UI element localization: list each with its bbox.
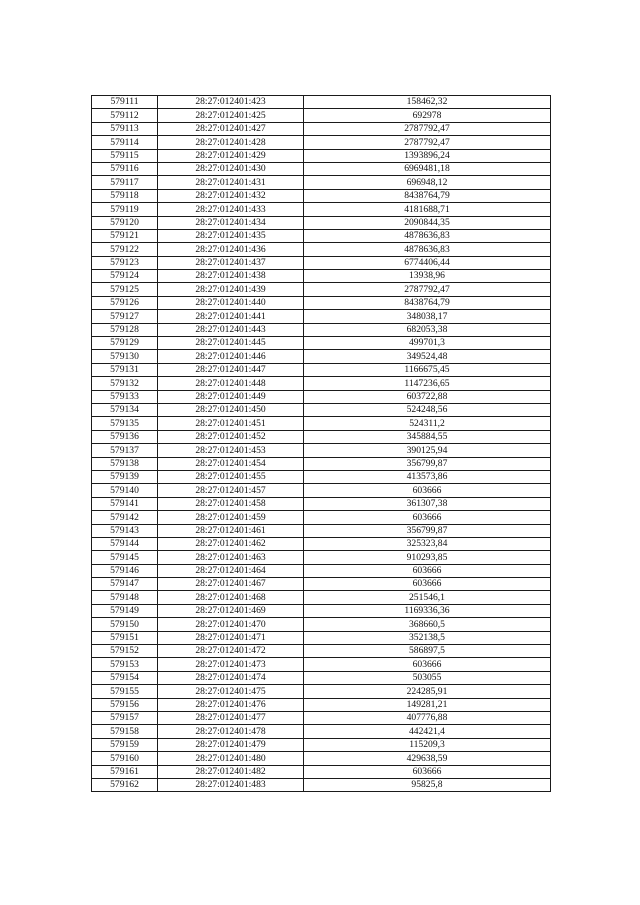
- cadastral-number-cell: 28:27:012401:451: [158, 417, 304, 430]
- cadastral-value-cell: 95825,8: [304, 778, 551, 791]
- row-number-cell: 579152: [92, 645, 158, 658]
- row-number-cell: 579120: [92, 216, 158, 229]
- cadastral-value-cell: 325323,84: [304, 537, 551, 550]
- cadastral-number-cell: 28:27:012401:433: [158, 203, 304, 216]
- row-number-cell: 579136: [92, 430, 158, 443]
- row-number-cell: 579158: [92, 725, 158, 738]
- row-number-cell: 579123: [92, 256, 158, 269]
- row-number-cell: 579129: [92, 337, 158, 350]
- table-row: [92, 176, 551, 189]
- table-row: [92, 390, 551, 403]
- cadastral-number-cell: 28:27:012401:471: [158, 631, 304, 644]
- cadastral-number-cell: 28:27:012401:453: [158, 444, 304, 457]
- cadastral-number-cell: 28:27:012401:478: [158, 725, 304, 738]
- table-row: [92, 430, 551, 443]
- cadastral-value-cell: 349524,48: [304, 350, 551, 363]
- cadastral-value-cell: 407776,88: [304, 711, 551, 724]
- table-row: [92, 216, 551, 229]
- row-number-cell: 579124: [92, 270, 158, 283]
- table-body: [92, 96, 551, 792]
- cadastral-number-cell: 28:27:012401:455: [158, 470, 304, 483]
- cadastral-number-cell: 28:27:012401:483: [158, 778, 304, 791]
- cadastral-value-table: [91, 95, 551, 792]
- cadastral-value-cell: 692978: [304, 109, 551, 122]
- cadastral-number-cell: 28:27:012401:474: [158, 671, 304, 684]
- table-row: [92, 122, 551, 135]
- cadastral-number-cell: 28:27:012401:446: [158, 350, 304, 363]
- cadastral-value-cell: 603666: [304, 658, 551, 671]
- table-row: [92, 765, 551, 778]
- cadastral-number-cell: 28:27:012401:477: [158, 711, 304, 724]
- cadastral-number-cell: 28:27:012401:432: [158, 189, 304, 202]
- row-number-cell: 579149: [92, 604, 158, 617]
- cadastral-number-cell: 28:27:012401:448: [158, 377, 304, 390]
- cadastral-number-cell: 28:27:012401:449: [158, 390, 304, 403]
- cadastral-value-cell: 603666: [304, 511, 551, 524]
- cadastral-value-cell: 696948,12: [304, 176, 551, 189]
- cadastral-value-cell: 503055: [304, 671, 551, 684]
- cadastral-number-cell: 28:27:012401:452: [158, 430, 304, 443]
- cadastral-value-cell: 4181688,71: [304, 203, 551, 216]
- row-number-cell: 579144: [92, 537, 158, 550]
- cadastral-value-cell: 1393896,24: [304, 149, 551, 162]
- cadastral-number-cell: 28:27:012401:475: [158, 685, 304, 698]
- row-number-cell: 579145: [92, 551, 158, 564]
- table-row: [92, 310, 551, 323]
- cadastral-value-cell: 6774406,44: [304, 256, 551, 269]
- cadastral-value-cell: 2787792,47: [304, 136, 551, 149]
- cadastral-value-cell: 429638,59: [304, 752, 551, 765]
- cadastral-value-cell: 356799,87: [304, 457, 551, 470]
- cadastral-number-cell: 28:27:012401:468: [158, 591, 304, 604]
- row-number-cell: 579118: [92, 189, 158, 202]
- table-row: [92, 591, 551, 604]
- cadastral-value-cell: 2787792,47: [304, 122, 551, 135]
- cadastral-value-cell: 499701,3: [304, 337, 551, 350]
- table-row: [92, 497, 551, 510]
- row-number-cell: 579114: [92, 136, 158, 149]
- cadastral-number-cell: 28:27:012401:440: [158, 296, 304, 309]
- cadastral-value-cell: 603722,88: [304, 390, 551, 403]
- table-row: [92, 417, 551, 430]
- cadastral-value-cell: 586897,5: [304, 645, 551, 658]
- row-number-cell: 579135: [92, 417, 158, 430]
- cadastral-number-cell: 28:27:012401:459: [158, 511, 304, 524]
- table-row: [92, 725, 551, 738]
- cadastral-number-cell: 28:27:012401:439: [158, 283, 304, 296]
- table-row: [92, 578, 551, 591]
- row-number-cell: 579143: [92, 524, 158, 537]
- table-row: [92, 337, 551, 350]
- table-row: [92, 189, 551, 202]
- cadastral-value-cell: 603666: [304, 484, 551, 497]
- table-row: [92, 470, 551, 483]
- row-number-cell: 579126: [92, 296, 158, 309]
- cadastral-number-cell: 28:27:012401:437: [158, 256, 304, 269]
- row-number-cell: 579121: [92, 229, 158, 242]
- cadastral-value-cell: 224285,91: [304, 685, 551, 698]
- cadastral-number-cell: 28:27:012401:425: [158, 109, 304, 122]
- row-number-cell: 579150: [92, 618, 158, 631]
- cadastral-number-cell: 28:27:012401:429: [158, 149, 304, 162]
- row-number-cell: 579133: [92, 390, 158, 403]
- cadastral-number-cell: 28:27:012401:482: [158, 765, 304, 778]
- row-number-cell: 579128: [92, 323, 158, 336]
- table-row: [92, 377, 551, 390]
- cadastral-value-cell: 1166675,45: [304, 363, 551, 376]
- cadastral-value-cell: 1147236,65: [304, 377, 551, 390]
- cadastral-number-cell: 28:27:012401:476: [158, 698, 304, 711]
- cadastral-value-cell: 603666: [304, 765, 551, 778]
- row-number-cell: 579131: [92, 363, 158, 376]
- cadastral-number-cell: 28:27:012401:450: [158, 403, 304, 416]
- cadastral-number-cell: 28:27:012401:473: [158, 658, 304, 671]
- table-row: [92, 203, 551, 216]
- table-row: [92, 524, 551, 537]
- table-row: [92, 738, 551, 751]
- cadastral-number-cell: 28:27:012401:463: [158, 551, 304, 564]
- cadastral-number-cell: 28:27:012401:464: [158, 564, 304, 577]
- cadastral-value-cell: 2090844,35: [304, 216, 551, 229]
- cadastral-value-cell: 6969481,18: [304, 162, 551, 175]
- table-row: [92, 752, 551, 765]
- row-number-cell: 579113: [92, 122, 158, 135]
- cadastral-number-cell: 28:27:012401:434: [158, 216, 304, 229]
- table-row: [92, 698, 551, 711]
- cadastral-number-cell: 28:27:012401:461: [158, 524, 304, 537]
- table-row: [92, 256, 551, 269]
- table-row: [92, 323, 551, 336]
- cadastral-value-cell: 1169336,36: [304, 604, 551, 617]
- cadastral-number-cell: 28:27:012401:443: [158, 323, 304, 336]
- row-number-cell: 579111: [92, 96, 158, 109]
- row-number-cell: 579157: [92, 711, 158, 724]
- table-row: [92, 658, 551, 671]
- cadastral-number-cell: 28:27:012401:423: [158, 96, 304, 109]
- table-row: [92, 136, 551, 149]
- table-row: [92, 283, 551, 296]
- cadastral-number-cell: 28:27:012401:472: [158, 645, 304, 658]
- table-row: [92, 444, 551, 457]
- cadastral-value-cell: 524248,56: [304, 403, 551, 416]
- cadastral-value-cell: 345884,55: [304, 430, 551, 443]
- table-row: [92, 484, 551, 497]
- cadastral-value-cell: 390125,94: [304, 444, 551, 457]
- cadastral-number-cell: 28:27:012401:438: [158, 270, 304, 283]
- row-number-cell: 579160: [92, 752, 158, 765]
- row-number-cell: 579137: [92, 444, 158, 457]
- cadastral-value-cell: 348038,17: [304, 310, 551, 323]
- row-number-cell: 579156: [92, 698, 158, 711]
- row-number-cell: 579161: [92, 765, 158, 778]
- row-number-cell: 579139: [92, 470, 158, 483]
- cadastral-value-cell: 356799,87: [304, 524, 551, 537]
- cadastral-value-cell: 115209,3: [304, 738, 551, 751]
- row-number-cell: 579125: [92, 283, 158, 296]
- cadastral-value-cell: 361307,38: [304, 497, 551, 510]
- table-row: [92, 551, 551, 564]
- row-number-cell: 579146: [92, 564, 158, 577]
- row-number-cell: 579127: [92, 310, 158, 323]
- cadastral-number-cell: 28:27:012401:430: [158, 162, 304, 175]
- cadastral-number-cell: 28:27:012401:447: [158, 363, 304, 376]
- table-row: [92, 685, 551, 698]
- cadastral-value-cell: 368660,5: [304, 618, 551, 631]
- row-number-cell: 579117: [92, 176, 158, 189]
- cadastral-number-cell: 28:27:012401:441: [158, 310, 304, 323]
- table-row: [92, 511, 551, 524]
- cadastral-number-cell: 28:27:012401:462: [158, 537, 304, 550]
- cadastral-value-cell: 158462,32: [304, 96, 551, 109]
- table-row: [92, 243, 551, 256]
- row-number-cell: 579140: [92, 484, 158, 497]
- cadastral-number-cell: 28:27:012401:435: [158, 229, 304, 242]
- cadastral-value-cell: 8438764,79: [304, 189, 551, 202]
- table-row: [92, 671, 551, 684]
- row-number-cell: 579142: [92, 511, 158, 524]
- row-number-cell: 579119: [92, 203, 158, 216]
- table-row: [92, 229, 551, 242]
- row-number-cell: 579138: [92, 457, 158, 470]
- cadastral-value-cell: 149281,21: [304, 698, 551, 711]
- row-number-cell: 579147: [92, 578, 158, 591]
- cadastral-number-cell: 28:27:012401:428: [158, 136, 304, 149]
- cadastral-number-cell: 28:27:012401:480: [158, 752, 304, 765]
- table-row: [92, 457, 551, 470]
- table-row: [92, 162, 551, 175]
- row-number-cell: 579162: [92, 778, 158, 791]
- cadastral-value-cell: 8438764,79: [304, 296, 551, 309]
- cadastral-number-cell: 28:27:012401:427: [158, 122, 304, 135]
- cadastral-number-cell: 28:27:012401:467: [158, 578, 304, 591]
- cadastral-number-cell: 28:27:012401:436: [158, 243, 304, 256]
- cadastral-value-cell: 13938,96: [304, 270, 551, 283]
- table-row: [92, 296, 551, 309]
- cadastral-number-cell: 28:27:012401:479: [158, 738, 304, 751]
- cadastral-value-cell: 413573,86: [304, 470, 551, 483]
- table-row: [92, 149, 551, 162]
- table-row: [92, 363, 551, 376]
- table-row: [92, 564, 551, 577]
- table-row: [92, 350, 551, 363]
- cadastral-value-cell: 682053,38: [304, 323, 551, 336]
- row-number-cell: 579153: [92, 658, 158, 671]
- cadastral-number-cell: 28:27:012401:469: [158, 604, 304, 617]
- row-number-cell: 579132: [92, 377, 158, 390]
- row-number-cell: 579154: [92, 671, 158, 684]
- row-number-cell: 579115: [92, 149, 158, 162]
- row-number-cell: 579151: [92, 631, 158, 644]
- row-number-cell: 579116: [92, 162, 158, 175]
- cadastral-value-cell: 4878636,83: [304, 243, 551, 256]
- row-number-cell: 579134: [92, 403, 158, 416]
- table-row: [92, 711, 551, 724]
- cadastral-value-cell: 2787792,47: [304, 283, 551, 296]
- table-row: [92, 270, 551, 283]
- cadastral-number-cell: 28:27:012401:454: [158, 457, 304, 470]
- row-number-cell: 579155: [92, 685, 158, 698]
- table-row: [92, 537, 551, 550]
- table-row: [92, 604, 551, 617]
- table-row: [92, 403, 551, 416]
- row-number-cell: 579148: [92, 591, 158, 604]
- table-row: [92, 631, 551, 644]
- cadastral-number-cell: 28:27:012401:445: [158, 337, 304, 350]
- cadastral-number-cell: 28:27:012401:470: [158, 618, 304, 631]
- row-number-cell: 579159: [92, 738, 158, 751]
- table-row: [92, 96, 551, 109]
- cadastral-value-cell: 603666: [304, 564, 551, 577]
- cadastral-value-cell: 352138,5: [304, 631, 551, 644]
- cadastral-value-cell: 251546,1: [304, 591, 551, 604]
- row-number-cell: 579141: [92, 497, 158, 510]
- table-row: [92, 618, 551, 631]
- cadastral-value-cell: 603666: [304, 578, 551, 591]
- row-number-cell: 579130: [92, 350, 158, 363]
- cadastral-value-cell: 524311,2: [304, 417, 551, 430]
- cadastral-number-cell: 28:27:012401:431: [158, 176, 304, 189]
- table-row: [92, 778, 551, 791]
- cadastral-value-cell: 4878636,83: [304, 229, 551, 242]
- cadastral-value-cell: 442421,4: [304, 725, 551, 738]
- table-row: [92, 109, 551, 122]
- row-number-cell: 579112: [92, 109, 158, 122]
- row-number-cell: 579122: [92, 243, 158, 256]
- cadastral-number-cell: 28:27:012401:457: [158, 484, 304, 497]
- cadastral-number-cell: 28:27:012401:458: [158, 497, 304, 510]
- cadastral-value-cell: 910293,85: [304, 551, 551, 564]
- table-row: [92, 645, 551, 658]
